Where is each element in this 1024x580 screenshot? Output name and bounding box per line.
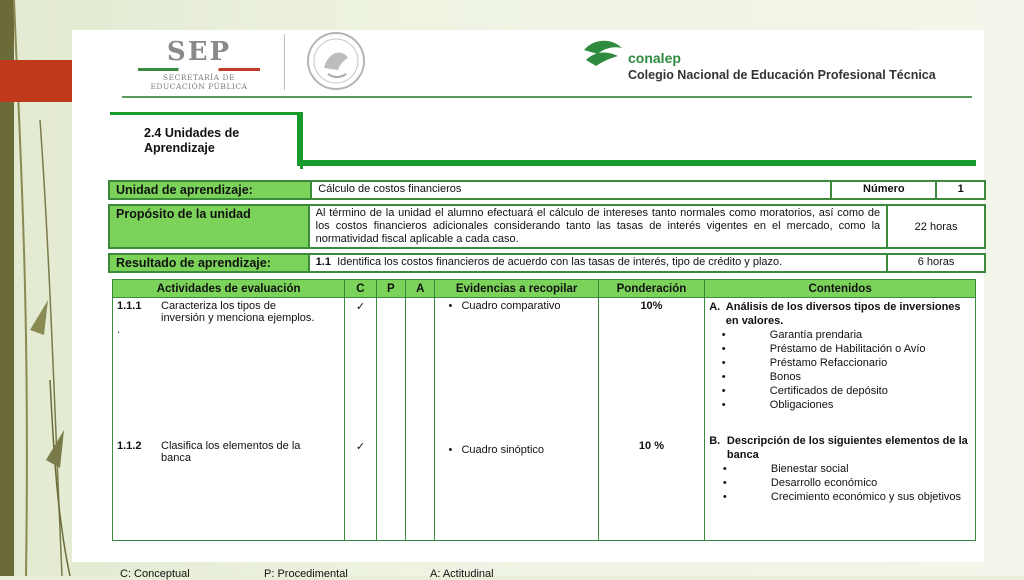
content-list-item: • Certificados de depósito <box>770 384 971 398</box>
proposito-label: Propósito de la unidad <box>109 205 309 248</box>
header-rule <box>122 96 972 98</box>
content-letter: A. <box>709 301 721 313</box>
evidence-item <box>439 300 593 444</box>
document-panel <box>72 30 984 580</box>
activity-item <box>117 300 340 440</box>
content-list-a <box>726 328 971 412</box>
resultado-hours: 6 horas <box>887 254 985 272</box>
sep-color-line <box>138 68 260 71</box>
content-title: Descripción de los siguientes elementos de la banca <box>726 435 968 461</box>
activity-number: 1.1.2 <box>117 440 142 452</box>
p-cell <box>376 298 405 541</box>
header-contenidos: Contenidos <box>705 280 976 298</box>
a-cell <box>406 298 435 541</box>
resultado-row <box>108 253 986 273</box>
numero-value: 1 <box>936 181 985 199</box>
table-body-row <box>113 298 976 541</box>
content-list-item: • Garantía prendaria <box>770 328 971 342</box>
weight-value: 10% <box>640 300 663 312</box>
header-a: A <box>406 280 435 298</box>
content-block-b <box>709 434 971 504</box>
section-rule <box>300 160 976 166</box>
legend-procedimental: P: Procedimental <box>264 568 348 580</box>
evaluation-table <box>112 279 976 541</box>
content-list-item: • Préstamo Refaccionario <box>770 356 971 370</box>
sep-logo <box>134 38 264 98</box>
c-cell <box>345 298 376 541</box>
evidencias-cell <box>435 298 598 541</box>
section-vertical-bar <box>297 112 303 166</box>
legend-conceptual: C: Conceptual <box>120 568 190 580</box>
evidence-text: • Cuadro sinóptico <box>439 444 593 456</box>
resultado-cell <box>309 254 887 272</box>
content-list-b <box>727 462 971 504</box>
national-seal-icon <box>298 30 374 92</box>
header-c: C <box>345 280 376 298</box>
contenidos-cell <box>705 298 976 541</box>
activity-text: Caracteriza los tipos de inversión y menciona ejemplos. <box>161 300 315 324</box>
legend-actitudinal: A: Actitudinal <box>430 568 494 580</box>
proposito-row <box>108 204 986 249</box>
header-ponderacion: Ponderación <box>598 280 704 298</box>
actividades-cell <box>113 298 345 541</box>
ponderacion-cell <box>598 298 704 541</box>
content-list-item: • Bienestar social <box>771 462 971 476</box>
header-evidencias: Evidencias a recopilar <box>435 280 598 298</box>
section-title-line2: Aprendizaje <box>144 141 215 155</box>
check-mark: ✓ <box>355 441 366 453</box>
conalep-short-name: conalep <box>628 50 681 66</box>
weight-value: 10 % <box>638 440 664 452</box>
section-title-line1: 2.4 Unidades de <box>144 126 240 140</box>
header-actividades: Actividades de evaluación <box>113 280 345 298</box>
evidence-item <box>439 444 593 456</box>
numero-label: Número <box>831 181 936 199</box>
resultado-label: Resultado de aprendizaje: <box>109 254 309 272</box>
unidad-value: Cálculo de costos financieros <box>311 181 831 199</box>
sep-sub-line2: EDUCACIÓN PÚBLICA <box>150 82 248 91</box>
activity-item <box>117 440 340 464</box>
activity-note: . <box>117 324 121 336</box>
activity-text: Clasifica los elementos de la banca <box>161 440 301 464</box>
content-list-item: • Bonos <box>770 370 971 384</box>
logo-divider <box>284 34 285 90</box>
accent-red-tab <box>0 60 72 102</box>
table-header-row <box>113 280 976 298</box>
proposito-value: Al término de la unidad el alumno efectuará el cálculo de intereses tanto normales como moratorios, así como de los costos financieros adicionales considerando tanto las tasas de interés vigentes en el mercado, como la normatividad fiscal aplicable a cada caso. <box>309 205 888 248</box>
content-list-item: • Obligaciones <box>770 398 971 412</box>
resultado-value: Identifica los costos financieros de acuerdo con las tasas de interés, tipo de crédito y plazo. <box>337 256 783 268</box>
proposito-hours: 22 horas <box>887 205 985 248</box>
conalep-logo-icon <box>580 38 626 68</box>
content-list-item: • Desarrollo económico <box>771 476 971 490</box>
section-title <box>144 126 294 156</box>
activity-number: 1.1.1 <box>117 300 142 312</box>
evidence-text: • Cuadro comparativo <box>439 300 593 312</box>
content-list-item: • Préstamo de Habilitación o Avío <box>770 342 971 356</box>
header-p: P <box>376 280 405 298</box>
content-letter: B. <box>709 435 721 447</box>
check-mark: ✓ <box>355 301 366 313</box>
sep-title: SEP <box>166 37 232 67</box>
content-list-item: • Crecimiento económico y sus objetivos <box>771 490 971 504</box>
sep-sub-line1: SECRETARÍA DE <box>163 73 235 82</box>
unidad-row <box>108 180 986 200</box>
unidad-label: Unidad de aprendizaje: <box>109 181 311 199</box>
content-title: Análisis de los diversos tipos de inversiones en valores. <box>725 301 961 327</box>
content-block-a <box>709 300 971 434</box>
conalep-full-name: Colegio Nacional de Educación Profesional Técnica <box>628 68 936 82</box>
resultado-number: 1.1 <box>315 256 331 268</box>
